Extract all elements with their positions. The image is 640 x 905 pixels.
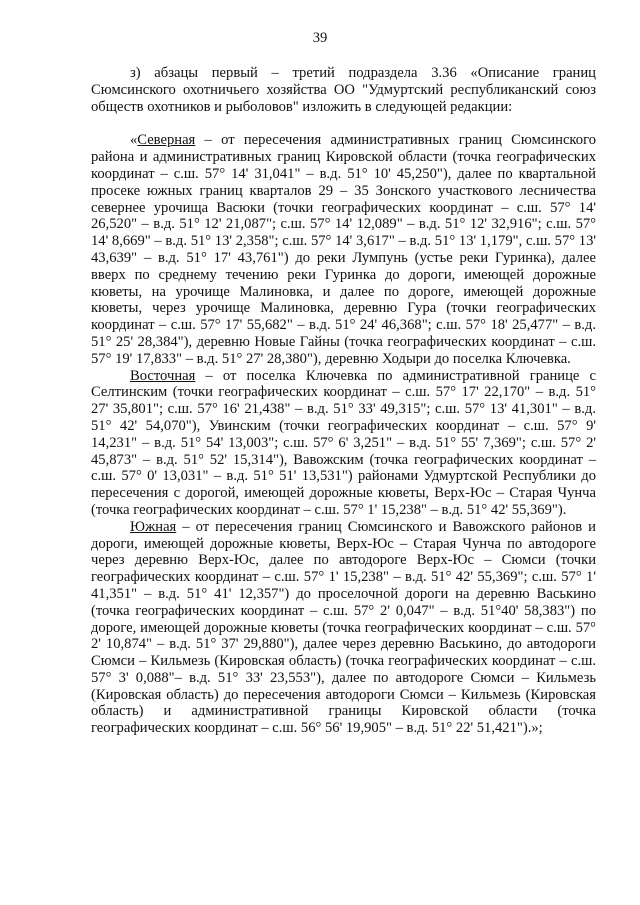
section-north [91, 132, 596, 367]
section-south-heading: Южная [130, 518, 177, 535]
intro-paragraph: з) абзацы первый – третий подраздела 3.36 «Описание границ Сюмсинского охотничьего хозяйства ОО "Удмуртский республиканский союз обществ охотников и рыболовов" изложить в следующей редакции: [91, 65, 596, 115]
section-north-text: – от пересечения административных границ Сюмсинского района и административных границ Кировской области (точка географических координат – с.ш. 57° 14' 31,041" – в.д. 51° 10' 45,250"), далее по квартальной просеке южных границ кварталов 29 – 35 Зонского участкового лесничества севернее урочища Васюки (точки географических координат – с.ш. 57° 14' 26,520" – в.д. 51° 12' 21,087"; с.ш. 57° 14' 12,089" – в.д. 51° 12' 32,916"; с.ш. 57° 14' 8,669" – в.д. 51° 13' 2,358"; с.ш. 57° 14' 3,617" – в.д. 51° 13' 1,179", с.ш. 57° 13' 43,639" – в.д. 51° 17' 43,761") до реки Лумпунь (устье реки Гуринка), далее вверх по среднему течению реки Гуринка до дороги, имеющей дорожные кюветы, на урочище Малиновка, и далее по дороге, имеющей дорожные кюветы, через урочище Малиновка, деревню Гура (точки географических координат – с.ш. 57° 17' 55,682" – в.д. 51° 24' 46,368"; с.ш. 57° 18' 25,477" – в.д. 51° 25' 28,384"), деревню Новые Гайны (точка географических координат – с.ш. 57° 19' 17,833" – в.д. 51° 27' 28,380"), деревню Ходыри до поселка Ключевка. [91, 132, 596, 367]
document-body [91, 65, 596, 737]
section-north-lead: « [130, 132, 138, 149]
section-south-text: – от пересечения границ Сюмсинского и Вавожского районов и дороги, имеющей дорожные кюветы, Верх-Юс – Старая Чунча по автодороге через деревню Верх-Юс, далее по автодороге Верх-Юс – Сюмси (точки географических координат – с.ш. 57° 1' 15,238" – в.д. 51° 42' 55,369"; с.ш. 57° 1' 41,351" – в.д. 51° 41' 12,357") до проселочной дороги на деревню Васькино (точка географических координат – с.ш. 57° 2' 0,047" – в.д. 51°40' 58,383") по дороге, имеющей дорожные кюветы (точка географических координат – с.ш. 57° 2' 10,874" – в.д. 51° 37' 29,880"), далее через деревню Васькино, до автодороги Сюмси – Кильмезь (Кировская область) (точка географических координат – с.ш. 57° 3' 0,088"– в.д. 51° 33' 23,553"), далее по автодороге Сюмси – Кильмезь (Кировская область) до пересечения автодороги Сюмси – Кильмезь (Кировская область) и административной границы Кировской области (точка географических координат – с.ш. 56° 56' 19,905" – в.д. 51° 22' 51,421").»; [91, 518, 596, 737]
section-south [91, 519, 596, 737]
section-east-text: – от поселка Ключевка по административной границе с Селтинским (точки географических координат – с.ш. 57° 17' 22,170" – в.д. 51° 27' 35,801"; с.ш. 57° 16' 21,438" – в.д. 51° 33' 49,315"; с.ш. 57° 13' 41,301" – в.д. 51° 42' 54,070"), Увинским (точки географических координат – с.ш. 57° 9' 14,231" – в.д. 51° 54' 13,003"; с.ш. 57° 6' 3,251" – в.д. 51° 55' 7,369"; с.ш. 57° 2' 45,873" – в.д. 51° 52' 15,314"), Вавожским (точка географических координат – с.ш. 57° 0' 13,031" – в.д. 51° 51' 13,531") районами Удмуртской Республики до пересечения с дорогой, имеющей дорожные кюветы, Верх-Юс – Старая Чунча (точка географических координат – с.ш. 57° 1' 15,238" – в.д. 51° 42' 55,369"). [91, 367, 596, 518]
section-east [91, 368, 596, 519]
section-east-heading: Восточная [130, 367, 196, 384]
section-north-heading: Северная [137, 132, 196, 149]
page-number: 39 [312, 30, 328, 46]
